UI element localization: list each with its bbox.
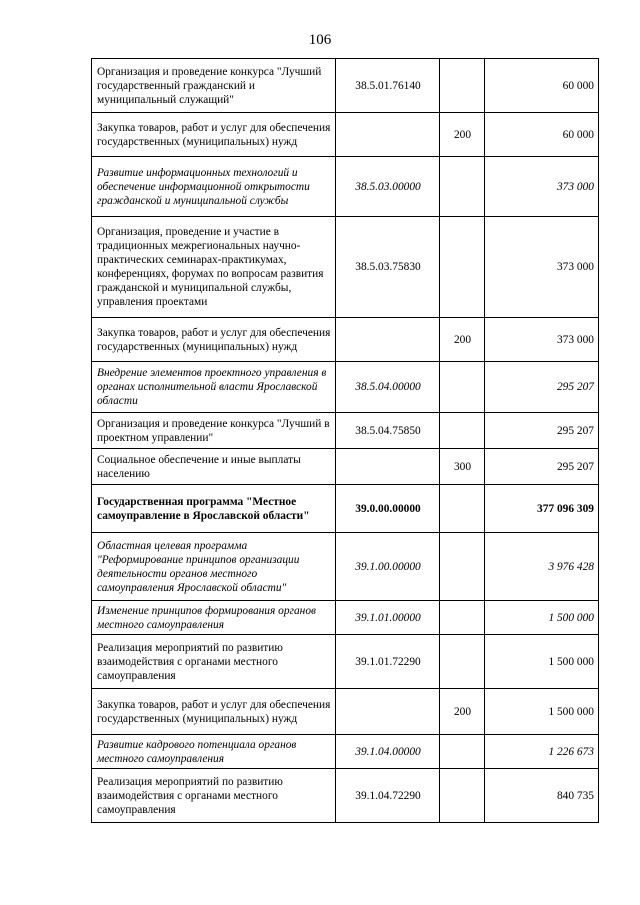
row-kvr xyxy=(440,769,485,823)
row-kvr xyxy=(440,533,485,601)
row-name: Развитие кадрового потенциала органов местного самоуправления xyxy=(92,735,336,769)
row-name: Реализация мероприятий по развитию взаимодействия с органами местного самоуправления xyxy=(92,769,336,823)
row-kvr: 200 xyxy=(440,318,485,362)
row-sum: 1 500 000 xyxy=(485,601,599,635)
row-name: Внедрение элементов проектного управления в органах исполнительной власти Ярославской области xyxy=(92,362,336,413)
row-code: 39.1.01.00000 xyxy=(336,601,440,635)
budget-table xyxy=(91,58,599,823)
budget-table-body xyxy=(92,59,599,823)
row-name: Социальное обеспечение и иные выплаты населению xyxy=(92,449,336,485)
row-code: 39.1.04.00000 xyxy=(336,735,440,769)
row-kvr xyxy=(440,485,485,533)
row-kvr xyxy=(440,157,485,217)
row-sum: 60 000 xyxy=(485,113,599,157)
table-row xyxy=(92,601,599,635)
row-code xyxy=(336,449,440,485)
row-code xyxy=(336,689,440,735)
table-row xyxy=(92,485,599,533)
row-code: 39.0.00.00000 xyxy=(336,485,440,533)
row-kvr xyxy=(440,362,485,413)
row-name: Организация, проведение и участие в традиционных межрегиональных научно-практических семинарах-практикумах, конференциях, форумах по вопросам развития гражданской и муниципальной службы, управления проектами xyxy=(92,217,336,318)
row-code xyxy=(336,113,440,157)
row-kvr: 200 xyxy=(440,689,485,735)
row-sum: 1 226 673 xyxy=(485,735,599,769)
row-name: Закупка товаров, работ и услуг для обеспечения государственных (муниципальных) нужд xyxy=(92,689,336,735)
table-row xyxy=(92,413,599,449)
row-code: 39.1.04.72290 xyxy=(336,769,440,823)
row-sum: 295 207 xyxy=(485,362,599,413)
table-row xyxy=(92,318,599,362)
row-code: 38.5.03.00000 xyxy=(336,157,440,217)
table-row xyxy=(92,217,599,318)
table-row xyxy=(92,735,599,769)
row-sum: 1 500 000 xyxy=(485,635,599,689)
table-row xyxy=(92,362,599,413)
table-row xyxy=(92,449,599,485)
row-kvr xyxy=(440,217,485,318)
row-sum: 60 000 xyxy=(485,59,599,113)
row-code: 38.5.01.76140 xyxy=(336,59,440,113)
row-code xyxy=(336,318,440,362)
row-sum: 377 096 309 xyxy=(485,485,599,533)
row-sum: 840 735 xyxy=(485,769,599,823)
table-row xyxy=(92,769,599,823)
row-kvr xyxy=(440,413,485,449)
row-code: 38.5.03.75830 xyxy=(336,217,440,318)
row-name: Областная целевая программа "Реформирование принципов организации деятельности органов местного самоуправления Ярославской области" xyxy=(92,533,336,601)
table-row xyxy=(92,113,599,157)
row-kvr xyxy=(440,635,485,689)
row-sum: 295 207 xyxy=(485,413,599,449)
row-kvr: 300 xyxy=(440,449,485,485)
row-code: 39.1.01.72290 xyxy=(336,635,440,689)
row-sum: 373 000 xyxy=(485,157,599,217)
row-name: Закупка товаров, работ и услуг для обеспечения государственных (муниципальных) нужд xyxy=(92,113,336,157)
row-name: Развитие информационных технологий и обеспечение информационной открытости гражданской и муниципальной службы xyxy=(92,157,336,217)
row-kvr xyxy=(440,735,485,769)
row-code: 38.5.04.00000 xyxy=(336,362,440,413)
row-code: 39.1.00.00000 xyxy=(336,533,440,601)
row-sum: 1 500 000 xyxy=(485,689,599,735)
table-row xyxy=(92,635,599,689)
row-sum: 3 976 428 xyxy=(485,533,599,601)
row-name: Реализация мероприятий по развитию взаимодействия с органами местного самоуправления xyxy=(92,635,336,689)
page-number: 106 xyxy=(308,32,332,48)
row-code: 38.5.04.75850 xyxy=(336,413,440,449)
table-row xyxy=(92,689,599,735)
table-row xyxy=(92,59,599,113)
table-row xyxy=(92,533,599,601)
row-name: Организация и проведение конкурса "Лучший государственный гражданский и муниципальный служащий" xyxy=(92,59,336,113)
table-row xyxy=(92,157,599,217)
row-kvr xyxy=(440,59,485,113)
row-sum: 295 207 xyxy=(485,449,599,485)
row-name: Организация и проведение конкурса "Лучший в проектном управлении" xyxy=(92,413,336,449)
row-name: Изменение принципов формирования органов местного самоуправления xyxy=(92,601,336,635)
row-sum: 373 000 xyxy=(485,217,599,318)
row-sum: 373 000 xyxy=(485,318,599,362)
row-name: Государственная программа "Местное самоуправление в Ярославской области" xyxy=(92,485,336,533)
row-name: Закупка товаров, работ и услуг для обеспечения государственных (муниципальных) нужд xyxy=(92,318,336,362)
row-kvr xyxy=(440,601,485,635)
row-kvr: 200 xyxy=(440,113,485,157)
